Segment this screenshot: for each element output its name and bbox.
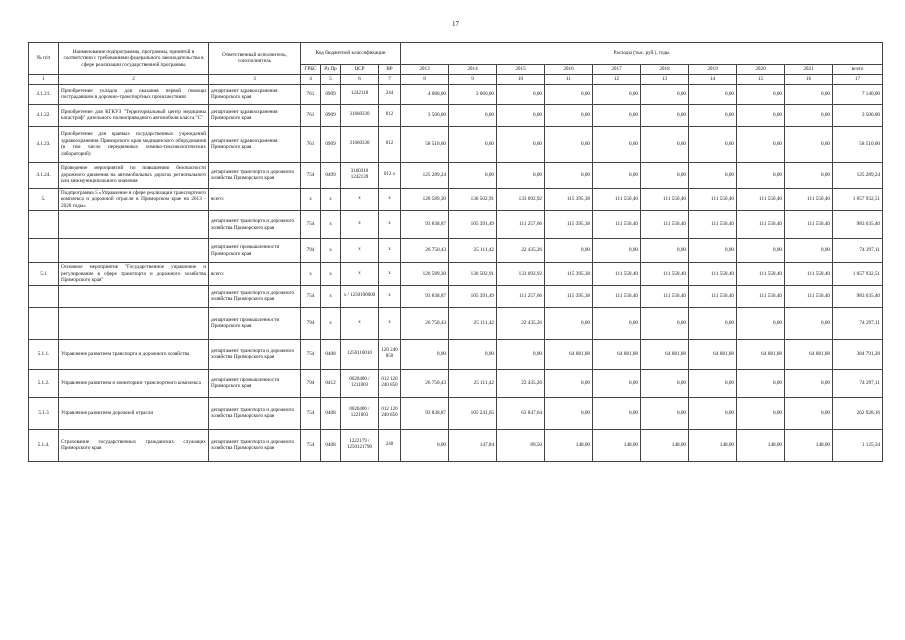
- col-rzpr: Рз Пр: [321, 65, 341, 75]
- row-value: 148,00: [785, 429, 833, 461]
- row-csr: 31660330: [341, 104, 379, 126]
- row-rzpr: 0408: [321, 339, 341, 369]
- row-value: 148,00: [689, 429, 737, 461]
- col-vr: ВР: [379, 65, 401, 75]
- row-total: 125 289,24: [833, 162, 883, 188]
- index-cell: 4: [301, 74, 321, 84]
- index-row: [29, 74, 883, 84]
- row-value: 120 589,30: [401, 263, 449, 286]
- row-grbs: 754: [301, 339, 321, 369]
- row-value: 0,00: [449, 339, 497, 369]
- row-value: 0,00: [641, 369, 689, 397]
- row-value: 0,00: [593, 104, 641, 126]
- row-value: 111 550,40: [641, 211, 689, 239]
- row-csr: x: [341, 239, 379, 263]
- row-number: 4.1.23.: [29, 126, 59, 162]
- row-vr: 012 120 240 850: [379, 397, 401, 429]
- row-value: 111 550,40: [593, 188, 641, 211]
- index-cell: 10: [497, 74, 545, 84]
- col-year: 2019: [689, 65, 737, 75]
- row-executor: департамент здравоохранения Приморского края: [209, 126, 301, 162]
- col-expenses: Расходы (тыс. руб.), годы: [401, 43, 883, 65]
- row-executor: всего:: [209, 263, 301, 286]
- index-cell: 2: [59, 74, 209, 84]
- row-value: 0,00: [785, 369, 833, 397]
- row-rzpr: 0408: [321, 429, 341, 461]
- row-value: 22 435,26: [497, 369, 545, 397]
- row-value: 0,00: [497, 84, 545, 104]
- col-grbs: ГРБС: [301, 65, 321, 75]
- row-value: 26 750,43: [401, 369, 449, 397]
- table-row: [29, 429, 883, 461]
- row-value: 0,00: [641, 84, 689, 104]
- row-value: 0,00: [497, 339, 545, 369]
- row-executor: департамент здравоохранения Приморского края: [209, 104, 301, 126]
- row-value: 148,00: [593, 429, 641, 461]
- index-cell: 9: [449, 74, 497, 84]
- row-value: 0,00: [593, 162, 641, 188]
- row-value: 111 257,66: [497, 211, 545, 239]
- row-total: 1 057 932,51: [833, 263, 883, 286]
- table-row: [29, 397, 883, 429]
- row-value: 0,00: [593, 307, 641, 339]
- row-value: 0,00: [689, 126, 737, 162]
- row-csr: x: [341, 307, 379, 339]
- row-value: 0,00: [737, 369, 785, 397]
- row-value: 0,00: [545, 126, 593, 162]
- table-row: [29, 126, 883, 162]
- row-value: 64 081,88: [545, 339, 593, 369]
- row-executor: департамент здравоохранения Приморского края: [209, 84, 301, 104]
- table-row: [29, 84, 883, 104]
- row-number: [29, 239, 59, 263]
- row-vr: 244: [379, 84, 401, 104]
- row-value: 0,00: [593, 369, 641, 397]
- row-value: 0,00: [689, 397, 737, 429]
- row-grbs: x: [301, 263, 321, 286]
- col-name: Наименование подпрограммы, программы, принятой в соответствии с требованиями федерального законодательства в сфере реализации государственной программы: [59, 43, 209, 75]
- row-number: 4.1.24.: [29, 162, 59, 188]
- row-value: 148,00: [737, 429, 785, 461]
- row-value: 0,00: [737, 126, 785, 162]
- row-value: 0,00: [449, 126, 497, 162]
- row-value: 0,00: [689, 369, 737, 397]
- row-value: 0,00: [737, 162, 785, 188]
- row-rzpr: 0412: [321, 369, 341, 397]
- row-csr: 0020400 / 1221003: [341, 397, 379, 429]
- row-value: 148,00: [545, 429, 593, 461]
- table-row: [29, 339, 883, 369]
- row-number: 4.1.21.: [29, 84, 59, 104]
- row-value: 0,00: [449, 104, 497, 126]
- row-vr: 012: [379, 126, 401, 162]
- row-value: 0,00: [593, 239, 641, 263]
- table-body: [29, 84, 883, 461]
- row-name: Управление развитием транспорта и дорожного хозяйства: [59, 339, 209, 369]
- row-value: 133 692,92: [497, 263, 545, 286]
- row-value: 0,00: [737, 239, 785, 263]
- row-grbs: x: [301, 188, 321, 211]
- row-total: 1 125,34: [833, 429, 883, 461]
- index-cell: 14: [689, 74, 737, 84]
- row-value: 0,00: [545, 307, 593, 339]
- row-value: 0,00: [641, 397, 689, 429]
- row-value: 115 395,38: [545, 263, 593, 286]
- col-year: 2020: [737, 65, 785, 75]
- row-value: 58 510,00: [401, 126, 449, 162]
- row-executor: департамент транспорта и дорожного хозяйства Приморского края: [209, 429, 301, 461]
- row-value: 0,00: [545, 369, 593, 397]
- row-executor: департамент транспорта и дорожного хозяйства Приморского края: [209, 339, 301, 369]
- row-name: Управление развитием и мониторинг транспортного комплекса: [59, 369, 209, 397]
- row-value: 0,00: [401, 339, 449, 369]
- table-row: [29, 307, 883, 339]
- row-value: 0,00: [785, 126, 833, 162]
- row-rzpr: 0909: [321, 104, 341, 126]
- row-value: 25 111,42: [449, 307, 497, 339]
- row-grbs: 794: [301, 369, 321, 397]
- row-rzpr: x: [321, 239, 341, 263]
- col-year: 2014: [449, 65, 497, 75]
- table-row: [29, 263, 883, 286]
- row-name: Основное мероприятие "Государственное управление и регулирование в сфере транспорта и дорожного хозяйства Приморского края": [59, 263, 209, 286]
- col-year: 2013: [401, 65, 449, 75]
- row-number: 5.: [29, 188, 59, 211]
- row-csr: 3160310 1242139: [341, 162, 379, 188]
- row-value: 111 550,40: [737, 188, 785, 211]
- row-value: 111 550,40: [737, 285, 785, 307]
- row-value: 130 502,91: [449, 188, 497, 211]
- index-cell: 11: [545, 74, 593, 84]
- row-value: 3 500,00: [401, 104, 449, 126]
- row-value: 0,00: [545, 239, 593, 263]
- row-rzpr: x: [321, 307, 341, 339]
- row-number: 5.1.4.: [29, 429, 59, 461]
- col-exec: Ответственный исполнитель, соисполнитель: [209, 43, 301, 75]
- row-value: 0,00: [545, 104, 593, 126]
- row-value: 0,00: [545, 397, 593, 429]
- row-value: 25 111,42: [449, 369, 497, 397]
- row-csr: 1222179 / 1250121790: [341, 429, 379, 461]
- row-value: 64 081,88: [737, 339, 785, 369]
- row-total: 3 500,00: [833, 104, 883, 126]
- row-value: 105 391,49: [449, 285, 497, 307]
- page-number: 17: [452, 20, 459, 28]
- row-executor: департамент транспорта и дорожного хозяйства Приморского края: [209, 285, 301, 307]
- col-year: 2015: [497, 65, 545, 75]
- row-value: 130 502,91: [449, 263, 497, 286]
- row-name: [59, 307, 209, 339]
- row-value: 22 435,26: [497, 239, 545, 263]
- table-row: [29, 188, 883, 211]
- row-total: 74 297,11: [833, 239, 883, 263]
- row-rzpr: x: [321, 263, 341, 286]
- row-value: 26 750,43: [401, 307, 449, 339]
- row-vr: x: [379, 307, 401, 339]
- row-vr: x: [379, 239, 401, 263]
- row-value: 111 550,40: [785, 263, 833, 286]
- row-value: 120 589,30: [401, 188, 449, 211]
- row-value: 125 289,24: [401, 162, 449, 188]
- row-value: 0,00: [641, 307, 689, 339]
- row-value: 0,00: [689, 84, 737, 104]
- row-executor: департамент транспорта и дорожного хозяйства Приморского края: [209, 397, 301, 429]
- row-value: 111 550,40: [689, 285, 737, 307]
- col-year: 2016: [545, 65, 593, 75]
- row-executor: департамент транспорта и дорожного хозяйства Приморского края: [209, 162, 301, 188]
- table-row: [29, 104, 883, 126]
- row-total: 983 635,40: [833, 285, 883, 307]
- row-value: 111 550,40: [785, 211, 833, 239]
- row-rzpr: x: [321, 188, 341, 211]
- row-value: 115 395,38: [545, 188, 593, 211]
- row-number: [29, 307, 59, 339]
- row-value: 0,00: [785, 397, 833, 429]
- row-rzpr: x: [321, 211, 341, 239]
- row-value: 111 257,66: [497, 285, 545, 307]
- row-vr: 012 x: [379, 162, 401, 188]
- row-value: 115 395,38: [545, 285, 593, 307]
- row-value: 93 838,87: [401, 285, 449, 307]
- row-value: 111 550,40: [785, 285, 833, 307]
- row-value: 111 550,40: [737, 211, 785, 239]
- row-value: 0,00: [785, 162, 833, 188]
- row-value: 22 435,26: [497, 307, 545, 339]
- row-value: 0,00: [497, 126, 545, 162]
- col-year: 2018: [641, 65, 689, 75]
- row-value: 0,00: [497, 162, 545, 188]
- row-executor: департамент промышленности Приморского края: [209, 369, 301, 397]
- row-name: Управление развитием дорожной отрасли: [59, 397, 209, 429]
- row-name: [59, 239, 209, 263]
- row-value: 0,00: [641, 239, 689, 263]
- row-value: 63 847,64: [497, 397, 545, 429]
- row-value: 111 550,40: [737, 263, 785, 286]
- row-csr: x: [341, 188, 379, 211]
- row-value: 0,00: [737, 307, 785, 339]
- row-rzpr: 0909: [321, 84, 341, 104]
- row-total: 58 510,00: [833, 126, 883, 162]
- row-value: 0,00: [401, 429, 449, 461]
- row-value: 115 395,38: [545, 211, 593, 239]
- row-rzpr: x: [321, 285, 341, 307]
- row-rzpr: 0408: [321, 397, 341, 429]
- row-executor: департамент промышленности Приморского края: [209, 239, 301, 263]
- table-row: [29, 369, 883, 397]
- row-vr: 012 120 240 850: [379, 369, 401, 397]
- table-row: [29, 239, 883, 263]
- row-name: [59, 211, 209, 239]
- row-value: 105 391,49: [449, 211, 497, 239]
- row-grbs: 761: [301, 104, 321, 126]
- row-value: 0,00: [593, 84, 641, 104]
- row-vr: 120 240 850: [379, 339, 401, 369]
- row-vr: x: [379, 211, 401, 239]
- col-year: 2017: [593, 65, 641, 75]
- row-vr: x: [379, 285, 401, 307]
- row-value: 148,00: [641, 429, 689, 461]
- row-value: 0,00: [641, 104, 689, 126]
- row-value: 89,50: [497, 429, 545, 461]
- row-value: 93 838,87: [401, 397, 449, 429]
- row-value: 0,00: [497, 104, 545, 126]
- row-value: 105 241,65: [449, 397, 497, 429]
- row-value: 0,00: [545, 162, 593, 188]
- table-row: [29, 285, 883, 307]
- row-vr: x: [379, 263, 401, 286]
- col-total: всего: [833, 65, 883, 75]
- row-value: 111 550,40: [593, 263, 641, 286]
- row-value: 0,00: [689, 162, 737, 188]
- index-cell: 6: [341, 74, 379, 84]
- row-executor: департамент промышленности Приморского края: [209, 307, 301, 339]
- row-value: 0,00: [689, 239, 737, 263]
- row-value: 64 081,88: [689, 339, 737, 369]
- row-executor: всего:: [209, 188, 301, 211]
- row-name: Подпрограмма 5 «Управление в сфере реализации транспортного комплекса и дорожной отрасли в Приморском крае на 2013 - 2020 годы»: [59, 188, 209, 211]
- row-number: [29, 285, 59, 307]
- row-value: 0,00: [785, 307, 833, 339]
- row-value: 26 750,43: [401, 239, 449, 263]
- row-value: 111 550,40: [641, 263, 689, 286]
- index-cell: 15: [737, 74, 785, 84]
- index-cell: 12: [593, 74, 641, 84]
- col-year: 2021: [785, 65, 833, 75]
- index-cell: 1: [29, 74, 59, 84]
- row-value: 0,00: [689, 307, 737, 339]
- row-value: 147,84: [449, 429, 497, 461]
- index-cell: 16: [785, 74, 833, 84]
- row-value: 111 550,40: [593, 211, 641, 239]
- row-total: 1 057 932,51: [833, 188, 883, 211]
- row-value: 0,00: [641, 162, 689, 188]
- row-vr: 012: [379, 104, 401, 126]
- row-total: 262 928,16: [833, 397, 883, 429]
- row-value: 25 111,42: [449, 239, 497, 263]
- row-value: 64 081,88: [593, 339, 641, 369]
- row-number: 4.1.22.: [29, 104, 59, 126]
- row-grbs: 761: [301, 84, 321, 104]
- table-row: [29, 211, 883, 239]
- table-row: [29, 162, 883, 188]
- row-value: 64 081,88: [641, 339, 689, 369]
- row-executor: департамент транспорта и дорожного хозяйства Приморского края: [209, 211, 301, 239]
- row-vr: x: [379, 188, 401, 211]
- row-grbs: 754: [301, 397, 321, 429]
- row-csr: 31660330: [341, 126, 379, 162]
- row-total: 74 297,11: [833, 369, 883, 397]
- row-csr: 1250110010: [341, 339, 379, 369]
- row-value: 0,00: [737, 104, 785, 126]
- index-cell: 3: [209, 74, 301, 84]
- row-value: 111 550,40: [689, 263, 737, 286]
- col-kbk: Код бюджетной классификации: [301, 43, 401, 65]
- row-rzpr: 0909: [321, 126, 341, 162]
- row-total: 983 635,40: [833, 211, 883, 239]
- row-value: 4 080,00: [401, 84, 449, 104]
- row-value: 93 838,87: [401, 211, 449, 239]
- row-value: 64 081,88: [785, 339, 833, 369]
- row-total: 7 140,00: [833, 84, 883, 104]
- row-name: Приобретение для краевых государственных учреждений здравоохранения Приморского края медицинского оборудования (в том числе передвижных химико-токсикологических лабораторий): [59, 126, 209, 162]
- row-value: 0,00: [737, 397, 785, 429]
- row-number: 5.1.3: [29, 397, 59, 429]
- row-value: 0,00: [785, 84, 833, 104]
- row-total: 74 297,11: [833, 307, 883, 339]
- col-no: № п/п: [29, 43, 59, 75]
- row-value: 0,00: [545, 84, 593, 104]
- col-csr: ЦСР: [341, 65, 379, 75]
- row-value: 0,00: [785, 239, 833, 263]
- row-value: 111 550,40: [689, 211, 737, 239]
- row-csr: x / 1250100000: [341, 285, 379, 307]
- row-grbs: 794: [301, 307, 321, 339]
- row-number: [29, 211, 59, 239]
- row-value: 111 550,40: [689, 188, 737, 211]
- row-total: 384 791,28: [833, 339, 883, 369]
- row-value: 133 692,92: [497, 188, 545, 211]
- row-name: Приобретение укладок для оказания первой помощи пострадавшим в дорожно-транспортных происшествиях: [59, 84, 209, 104]
- row-number: 5.1: [29, 263, 59, 286]
- index-cell: 8: [401, 74, 449, 84]
- row-grbs: 754: [301, 285, 321, 307]
- row-name: Страхование государственных гражданских служащих Приморского края: [59, 429, 209, 461]
- row-number: 5.1.2.: [29, 369, 59, 397]
- program-expenses-table: [28, 42, 883, 462]
- index-cell: 7: [379, 74, 401, 84]
- index-cell: 17: [833, 74, 883, 84]
- row-value: 0,00: [593, 126, 641, 162]
- row-csr: x: [341, 263, 379, 286]
- row-value: 3 060,00: [449, 84, 497, 104]
- row-csr: x: [341, 211, 379, 239]
- row-grbs: 754: [301, 211, 321, 239]
- row-csr: 0020400 / 1211003: [341, 369, 379, 397]
- row-grbs: 761: [301, 126, 321, 162]
- row-value: 111 550,40: [641, 188, 689, 211]
- row-name: [59, 285, 209, 307]
- row-rzpr: 0409: [321, 162, 341, 188]
- row-grbs: 754: [301, 162, 321, 188]
- row-name: Приобретение для КГКУЗ "Территориальный центр медицины катастроф" дизельного полноприводного автомобиля класса "С": [59, 104, 209, 126]
- row-value: 111 550,40: [785, 188, 833, 211]
- row-name: Проведение мероприятий по повышению безопасности дорожного движения на автомобильных дорогах регионального или межмуниципального значения: [59, 162, 209, 188]
- row-value: 0,00: [785, 104, 833, 126]
- row-value: 0,00: [689, 104, 737, 126]
- row-grbs: 794: [301, 239, 321, 263]
- row-csr: 1242118: [341, 84, 379, 104]
- index-cell: 5: [321, 74, 341, 84]
- row-number: 5.1.1.: [29, 339, 59, 369]
- row-value: 0,00: [641, 126, 689, 162]
- row-value: 0,00: [593, 397, 641, 429]
- row-value: 0,00: [449, 162, 497, 188]
- index-cell: 13: [641, 74, 689, 84]
- row-value: 0,00: [737, 84, 785, 104]
- row-grbs: 754: [301, 429, 321, 461]
- row-value: 111 550,40: [641, 285, 689, 307]
- row-vr: 240: [379, 429, 401, 461]
- row-value: 111 550,40: [593, 285, 641, 307]
